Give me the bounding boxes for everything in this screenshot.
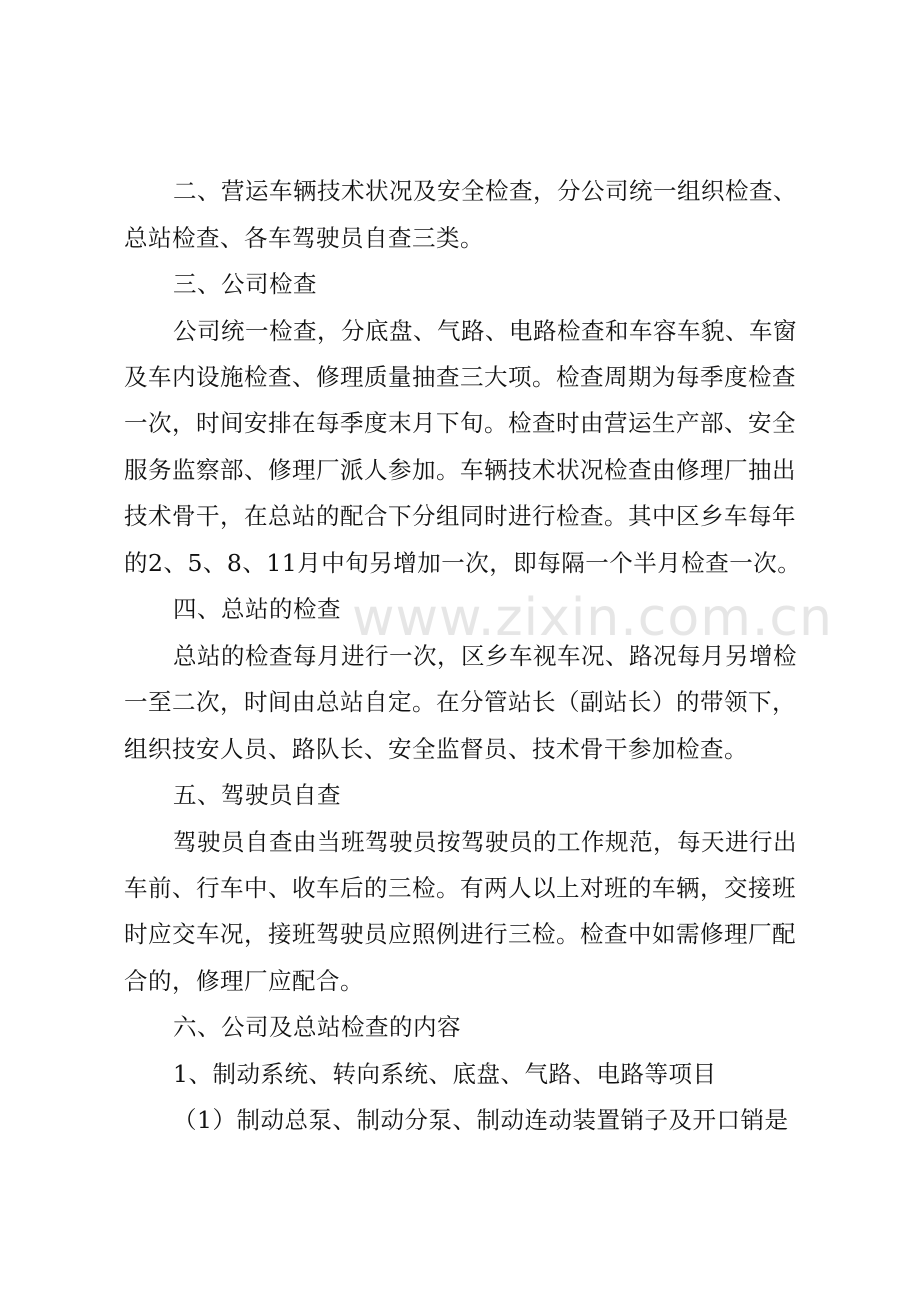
watermark: www.zixin.com.cn [352, 588, 833, 648]
paragraph-line: 技术骨干，在总站的配合下分组同时进行检查。其中区乡车每年 [124, 502, 796, 530]
paragraph-line: 总站检查、各车驾驶员自查三类。 [124, 224, 484, 252]
paragraph-line: 车前、行车中、收车后的三检。有两人以上对班的车辆，交接班 [124, 874, 796, 902]
paragraph-line: 二、营运车辆技术状况及安全检查，分公司统一组织检查、 [173, 177, 797, 205]
paragraph-line: 服务监察部、修理厂派人参加。车辆技术状况检查由修理厂抽出 [124, 456, 796, 484]
paragraph-line: 组织技安人员、路队长、安全监督员、技术骨干参加检查。 [124, 735, 748, 763]
section-heading: 四、总站的检查 [173, 595, 341, 623]
paragraph-line: 公司统一检查，分底盘、气路、电路检查和车容车貌、车窗 [173, 317, 797, 345]
paragraph-line: 时应交车况，接班驾驶员应照例进行三检。检查中如需修理厂配 [124, 920, 796, 948]
paragraph-line: 合的，修理厂应配合。 [124, 967, 364, 995]
paragraph-line: 及车内设施检查、修理质量抽查三大项。检查周期为每季度检查 [124, 363, 796, 391]
section-heading: 三、公司检查 [173, 270, 317, 298]
paragraph-line: 驾驶员自查由当班驾驶员按驾驶员的工作规范，每天进行出 [173, 828, 797, 856]
list-item: （1）制动总泵、制动分泵、制动连动装置销子及开口销是 [173, 1106, 789, 1134]
subsection-heading: 1、制动系统、转向系统、底盘、气路、电路等项目 [173, 1060, 717, 1088]
paragraph-line: 总站的检查每月进行一次，区乡车视车况、路况每月另增检 [173, 642, 797, 670]
paragraph-line: 一至二次，时间由总站自定。在分管站长（副站长）的带领下， [124, 688, 796, 716]
section-heading: 五、驾驶员自查 [173, 781, 341, 809]
paragraph-line: 的2、5、8、11月中旬另增加一次，即每隔一个半月检查一次。 [124, 549, 802, 577]
paragraph-line: 一次，时间安排在每季度末月下旬。检查时由营运生产部、安全 [124, 409, 796, 437]
section-heading: 六、公司及总站检查的内容 [173, 1013, 461, 1041]
